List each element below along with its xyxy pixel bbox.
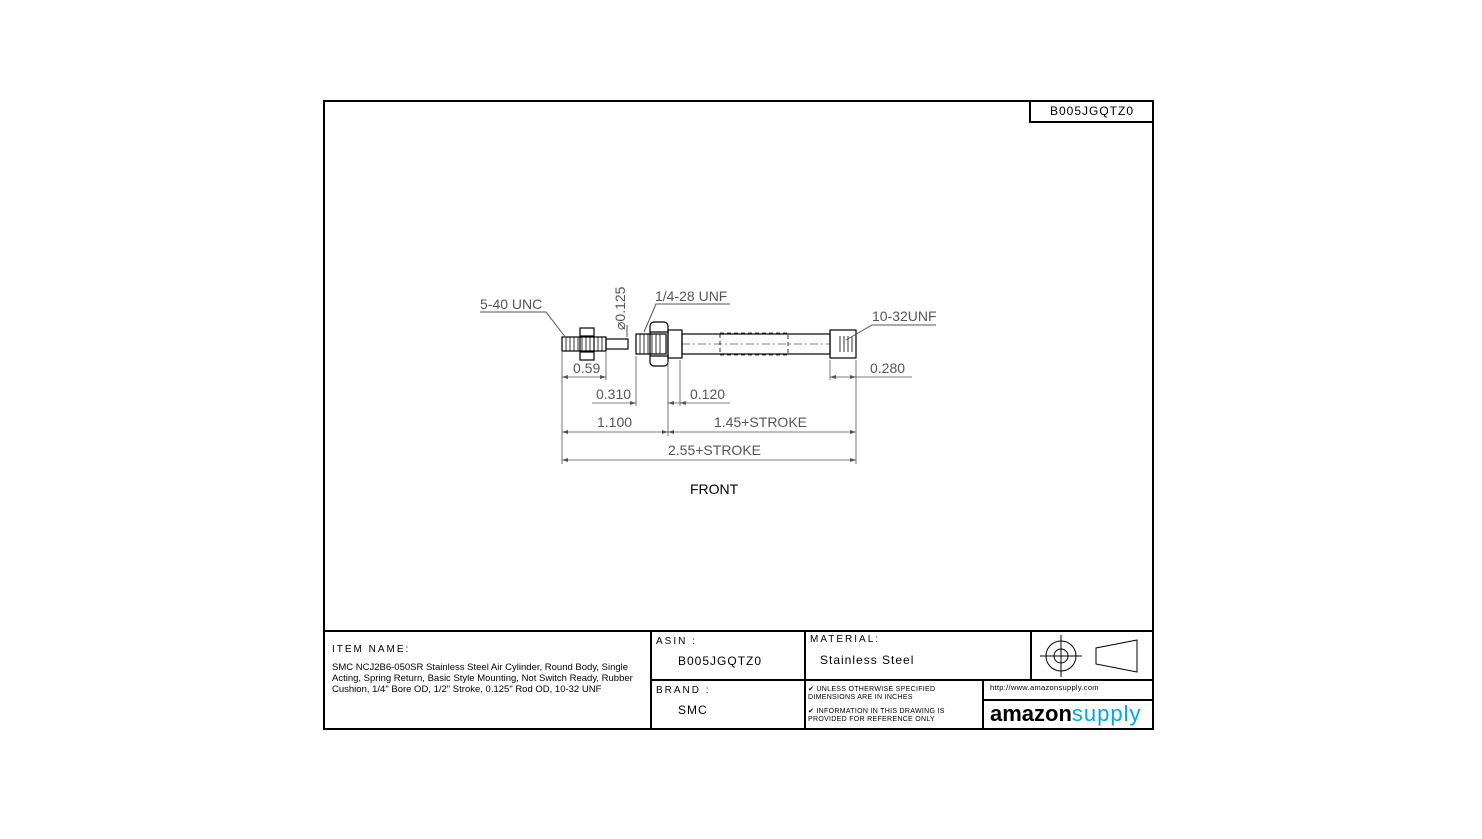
brand-value: SMC [678,703,708,717]
leader-5-40 [480,312,566,338]
dim-0-120: 0.120 [690,386,726,402]
logo-amazon: amazon [990,701,1072,726]
dim-0-59: 0.59 [573,360,601,376]
supplier-url[interactable]: http://www.amazonsupply.com [990,683,1099,692]
dim-2-55-stroke: 2.55+STROKE [668,442,761,458]
callout-10-32-unf: 10-32UNF [872,308,937,324]
note-units: ✔ UNLESS OTHERWISE SPECIFIED DIMENSIONS ARE IN INCHES [808,686,936,701]
cylinder-head [668,330,682,358]
callout-5-40-unc: 5-40 UNC [480,296,543,312]
rod [606,339,628,349]
note-reference: ✔ INFORMATION IN THIS DRAWING IS PROVIDED FOR REFERENCE ONLY [808,708,945,723]
dim-0-280: 0.280 [870,360,906,376]
leader-1-4-28 [644,304,730,332]
asin-label: ASIN : [656,636,697,647]
asin-header-box: B005JGQTZ0 [1029,101,1153,123]
asin-value: B005JGQTZ0 [678,654,763,668]
logo-supply: supply [1071,701,1142,726]
projection-symbol [1040,635,1137,677]
rod-thread [562,337,606,351]
leader-10-32 [846,325,936,340]
dim-1-100: 1.100 [597,414,633,430]
view-label: FRONT [690,481,739,497]
title-block-div-3 [1030,630,1032,680]
callout-rod-diameter: ⌀0.125 [612,286,628,330]
dim-0-310: 0.310 [596,386,632,402]
brand-label: BRAND : [656,685,711,696]
callout-1-4-28-unf: 1/4-28 UNF [655,288,728,304]
dim-1-45-stroke: 1.45+STROKE [714,414,807,430]
note-units-text: UNLESS OTHERWISE SPECIFIED DIMENSIONS ARE IN INCHES [808,686,936,701]
title-block-mid [650,679,1154,681]
material-label: MATERIAL: [810,634,881,645]
amazon-supply-logo [990,701,1142,727]
item-name-label: ITEM NAME: [332,644,411,655]
item-name: SMC NCJ2B6-050SR Stainless Steel Air Cylinder, Round Body, Single Acting, Spring Return, Basic Style Mounting, Not Switch Ready, Rubber Cushion, 1/4" Bore OD, 1/2" Stroke, 0.125" Rod OD, 10-32 UNF [332,662,633,695]
mount-nut [650,322,668,366]
note-reference-text: INFORMATION IN THIS DRAWING IS PROVIDED FOR REFERENCE ONLY [808,708,945,723]
mount-thread [636,334,666,354]
title-block-div-4 [982,679,984,730]
material-value: Stainless Steel [820,653,915,667]
